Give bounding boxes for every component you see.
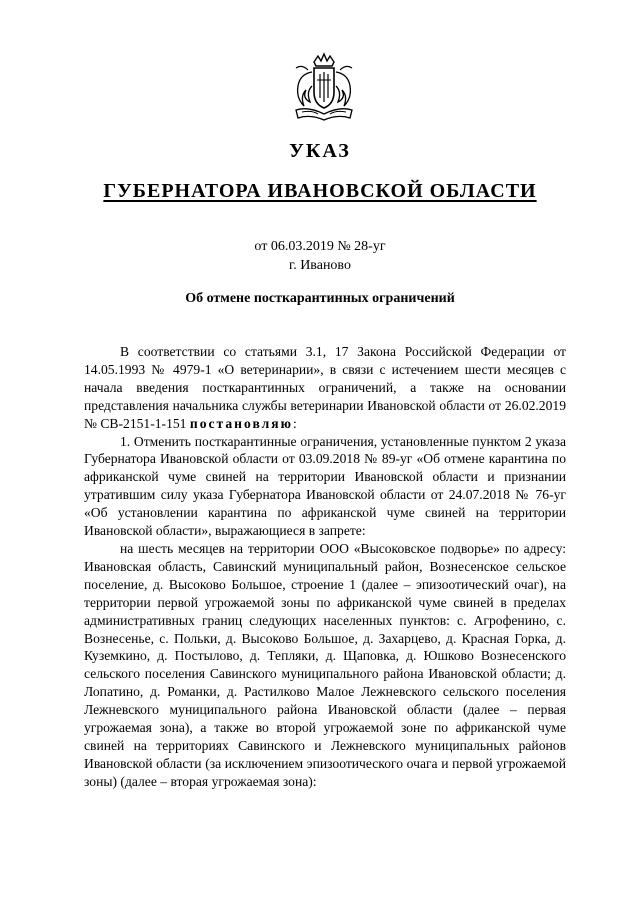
issuer-heading: ГУБЕРНАТОРА ИВАНОВСКОЙ ОБЛАСТИ	[103, 180, 537, 202]
preamble-end: :	[292, 415, 297, 431]
coat-of-arms-icon	[288, 52, 360, 124]
resolve-word: постановляю	[189, 415, 293, 431]
document-title: Об отмене посткарантинных ограничений	[185, 291, 455, 306]
decree-city: г. Иваново	[289, 258, 351, 273]
decree-heading: УКАЗ	[289, 140, 351, 162]
paragraph-restrictions: на шесть месяцев на территории ООО «Высоковское подворье» по адресу: Ивановская область, Савинский муниципальный район, Вознесенское сельское поселение, д. Высоково Большое, строение 1 (далее – эпизоотический очаг), на территории первой угрожаемой зоны по африканской чуме свиней в пределах административных границ следующих населенных пунктов: с. Агрофенино, с. Вознесенье, с. Польки, д. Высоково Большое, д. Захарцево, д. Красная Горка, д. Куземкино, д. Постылово, д. Тепляки, д. Щаповка, д. Юшково Вознесенского сельского поселения Савинского муниципального района Ивановской области; д. Лопатино, д. Романки, д. Растилково Малое Лежневского сельского поселения Лежневского муниципального района Ивановской области (далее – первая угрожаемая зона), а также во второй угрожаемой зоне по африканской чуме свиней на территориях Савинского и Лежневского муниципальных районов Ивановской области (за исключением эпизоотического очага и первой угрожаемой зоны) (далее – вторая угрожаемая зона):	[84, 540, 566, 789]
paragraph-preamble	[84, 343, 566, 433]
preamble-text: В соответствии со статьями 3.1, 17 Закона Российской Федерации от 14.05.1993 № 4979-1 «О ветеринарии», в связи с истечением шести месяцев с начала введения посткарантинных ограничений, а также на основании представления начальника службы ветеринарии Ивановской области от 26.02.2019 № СВ-2151-1-151	[84, 344, 566, 431]
document-body	[84, 343, 566, 791]
paragraph-item-1: 1. Отменить посткарантинные ограничения, установленные пунктом 2 указа Губернатора Ивановской области от 03.09.2018 № 89-уг «Об отмене карантина по африканской чуме свиней на территории Ивановской области и признании утратившим силу указа Губернатора Ивановской области от 24.07.2018 № 76-уг «Об установлении карантина по африканской чуме свиней на территории Ивановской области», выражающиеся в запрете:	[84, 433, 566, 539]
decree-date-number: от 06.03.2019 № 28-уг	[254, 239, 386, 254]
